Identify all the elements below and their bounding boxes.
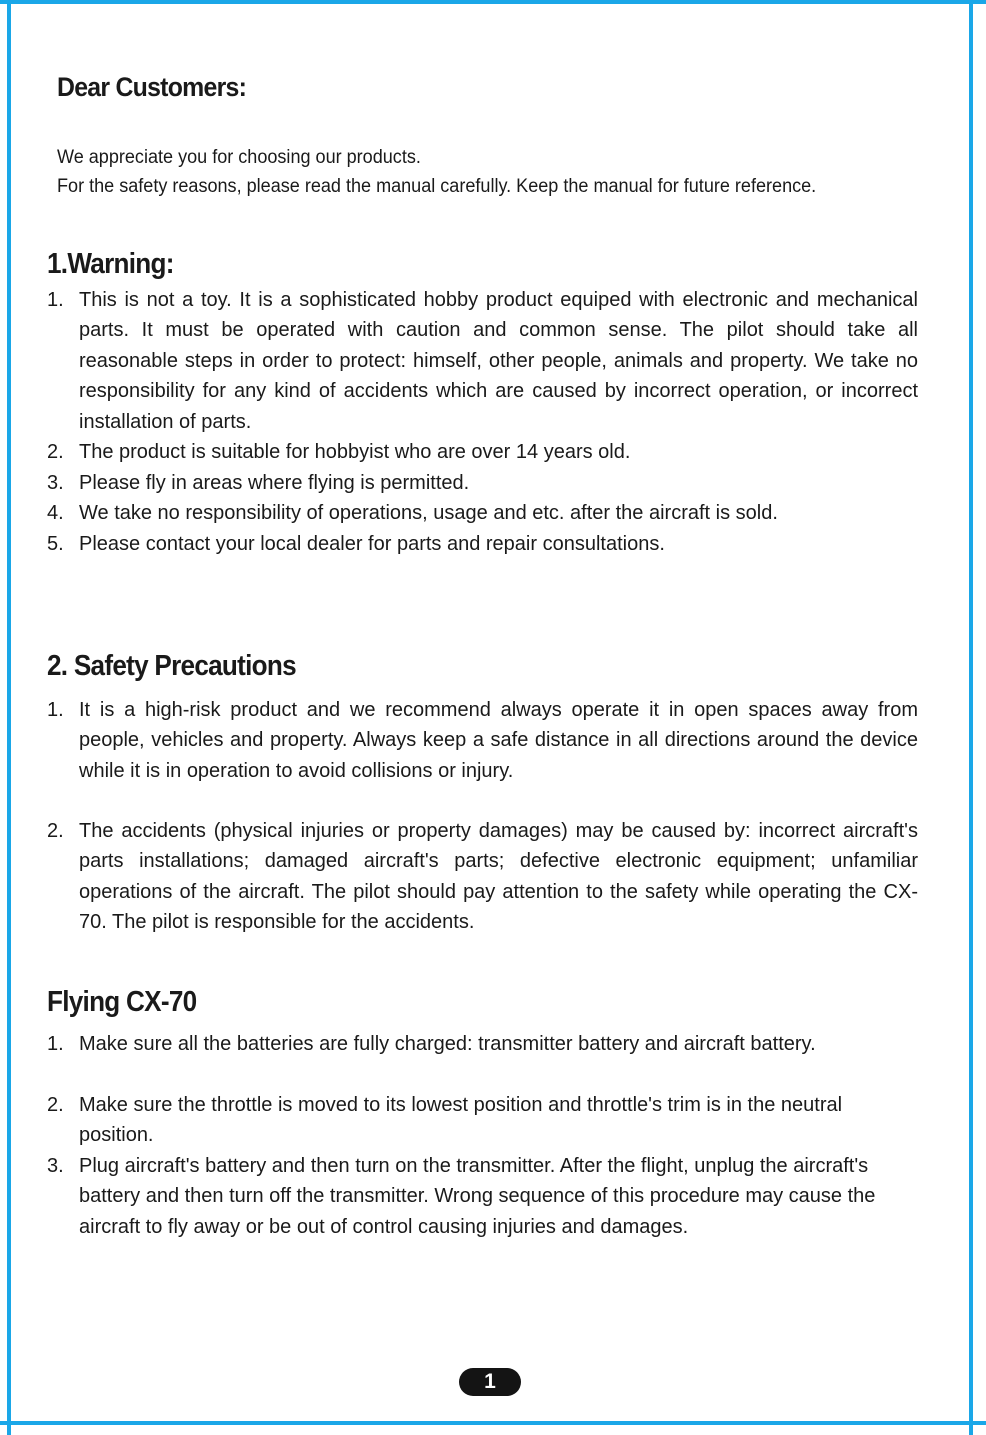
flying-item [47, 1151, 912, 1242]
flying-item [47, 1029, 867, 1059]
intro-line: For the safety reasons, please read the manual carefully. Keep the manual for future reference. [57, 176, 817, 197]
item-text: This is not a toy. It is a sophisticated hobby product equiped with electronic and mechanical parts. It must be operated with caution and common sense. The pilot should take all reasonable steps in order to protect: himself, other people, animals and property. We take no responsibility for any kind of accidents which are caused by incorrect operation, or incorrect installation of parts. [79, 289, 918, 433]
item-number: 4. [47, 502, 64, 524]
warning-item [47, 468, 918, 498]
item-text: We take no responsibility of operations, usage and etc. after the aircraft is sold. [79, 502, 778, 524]
item-number: 1. [47, 289, 64, 311]
page-border-left [7, 0, 11, 1435]
page-border-bottom [0, 1421, 986, 1425]
warning-heading: 1.Warning: [47, 248, 174, 280]
warning-item [47, 437, 918, 467]
item-number: 2. [47, 1094, 64, 1116]
warning-item [47, 285, 918, 437]
item-text: Please fly in areas where flying is permitted. [79, 472, 470, 494]
item-text: Make sure all the batteries are fully charged: transmitter battery and aircraft battery. [79, 1033, 816, 1055]
item-number: 1. [47, 1033, 64, 1055]
item-number: 5. [47, 533, 64, 555]
item-number: 3. [47, 1155, 64, 1177]
item-number: 3. [47, 472, 64, 494]
page-number-badge: 1 [459, 1368, 521, 1396]
item-number: 1. [47, 699, 64, 721]
safety-item [47, 695, 918, 786]
item-text: The product is suitable for hobbyist who are over 14 years old. [79, 441, 631, 463]
item-text: Plug aircraft's battery and then turn on the transmitter. After the flight, unplug the aircraft's battery and then turn off the transmitter. Wrong sequence of this procedure may cause the aircraft to fly away or be out of control causing injuries and damages. [79, 1155, 876, 1238]
greeting-heading: Dear Customers: [57, 72, 247, 102]
item-text: Please contact your local dealer for parts and repair consultations. [79, 533, 665, 555]
page-border-top [0, 0, 986, 4]
flying-item [47, 1090, 907, 1151]
safety-heading: 2. Safety Precautions [47, 650, 296, 682]
intro-line: We appreciate you for choosing our products. [57, 147, 421, 168]
flying-heading: Flying CX-70 [47, 986, 197, 1018]
item-number: 2. [47, 820, 64, 842]
page-border-right [969, 0, 973, 1435]
safety-item [47, 816, 918, 938]
item-text: It is a high-risk product and we recommend always operate it in open spaces away from people, vehicles and property. Always keep a safe distance in all directions around the device while it is in operation to avoid collisions or injury. [79, 699, 918, 782]
item-text: The accidents (physical injuries or property damages) may be caused by: incorrect aircraft's parts installations; damaged aircraft's parts; defective electronic equipment; unfamiliar operations of the aircraft. The pilot should pay attention to the safety while operating the CX-70. The pilot is responsible for the accidents. [79, 820, 918, 934]
warning-item [47, 529, 918, 559]
item-text: Make sure the throttle is moved to its lowest position and throttle's trim is in the neutral position. [79, 1094, 843, 1147]
item-number: 2. [47, 441, 64, 463]
warning-item [47, 498, 918, 528]
